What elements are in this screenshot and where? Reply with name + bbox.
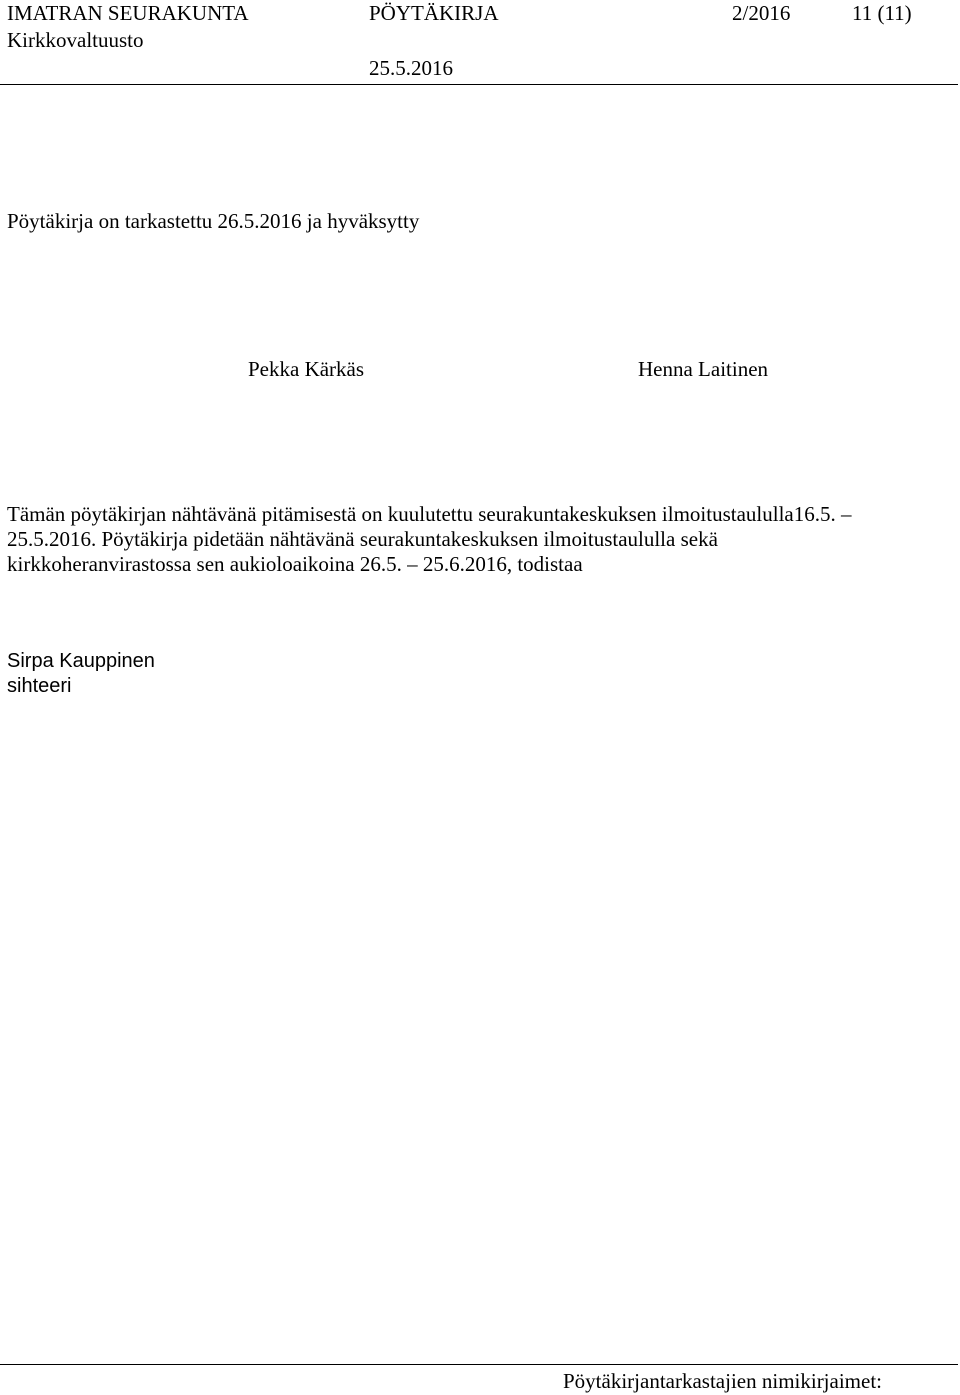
page-number: 11 (11) bbox=[852, 1, 912, 25]
footer-initials-label: Pöytäkirjantarkastajien nimikirjaimet: bbox=[563, 1369, 882, 1393]
signature-left: Pekka Kärkäs bbox=[248, 357, 365, 381]
header-rule bbox=[0, 84, 958, 85]
secretary-title: sihteeri bbox=[7, 675, 72, 697]
footer-rule bbox=[0, 1364, 958, 1365]
notice-line-2: 25.5.2016. Pöytäkirja pidetään nähtävänä seurakuntakeskuksen ilmoitustaululla sekä bbox=[7, 527, 718, 551]
body-name: Kirkkovaltuusto bbox=[7, 28, 144, 52]
document-type: PÖYTÄKIRJA bbox=[369, 1, 499, 25]
notice-line-3: kirkkoheranvirastossa sen aukioloaikoina 26.5. – 25.6.2016, todistaa bbox=[7, 552, 583, 576]
notice-line-1: Tämän pöytäkirjan nähtävänä pitämisestä on kuulutettu seurakuntakeskuksen ilmoitustaululla16.5. – bbox=[7, 502, 852, 526]
signature-right: Henna Laitinen bbox=[638, 357, 769, 381]
secretary-name: Sirpa Kauppinen bbox=[7, 650, 155, 672]
review-statement: Pöytäkirja on tarkastettu 26.5.2016 ja hyväksytty bbox=[7, 209, 420, 233]
organization-name: IMATRAN SEURAKUNTA bbox=[7, 1, 249, 25]
meeting-date: 25.5.2016 bbox=[369, 56, 453, 80]
document-number: 2/2016 bbox=[732, 1, 791, 25]
